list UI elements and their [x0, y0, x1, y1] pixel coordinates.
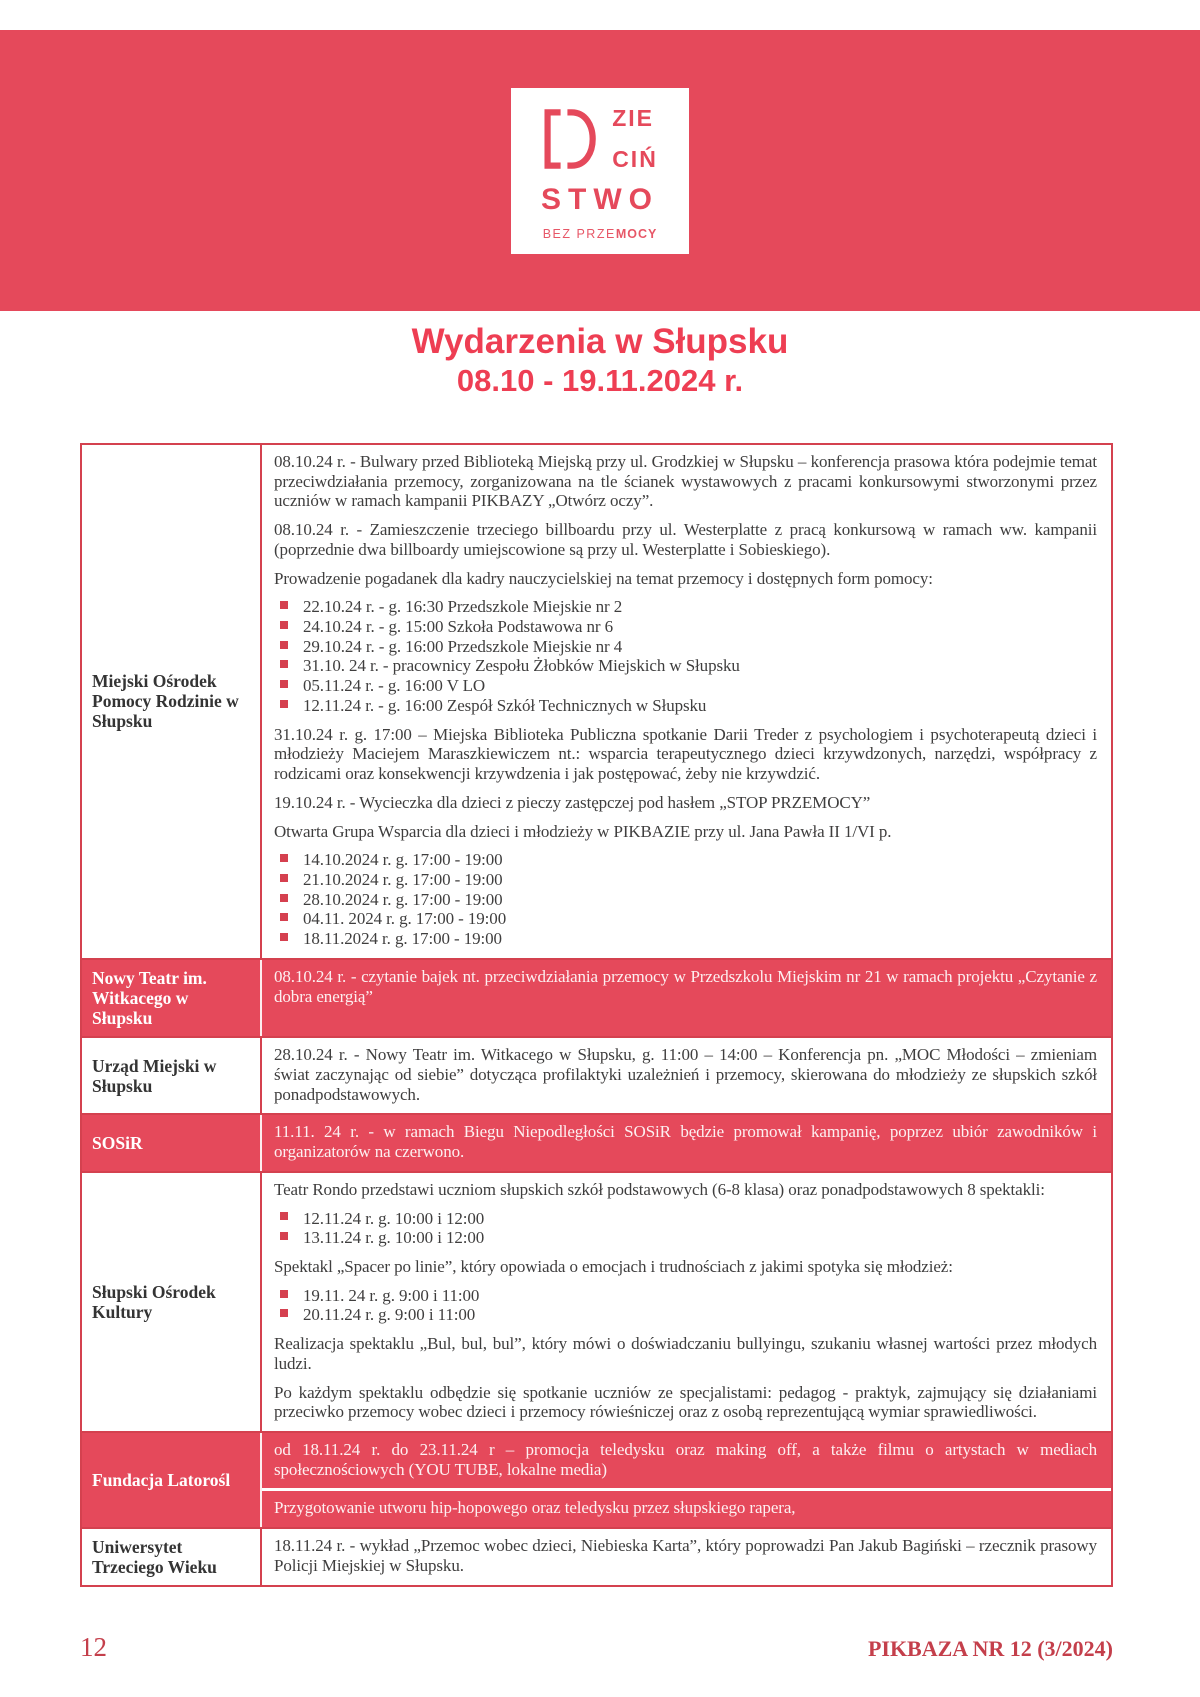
paragraph: 08.10.24 r. - czytanie bajek nt. przeciwdziałania przemocy w Przedszkolu Miejskim nr 21 w ramach projektu „Czytanie z dobra energią”	[274, 966, 1097, 1006]
org-cell	[82, 1038, 262, 1113]
bullet-text: 14.10.2024 r. g. 17:00 - 19:00	[303, 850, 503, 870]
paragraph: Spektakl „Spacer po linie”, który opowiada o emocjach i trudnościach z jakimi spotyka się młodzież:	[274, 1256, 953, 1276]
bullet-text: 05.11.24 r. - g. 16:00 V LO	[303, 676, 486, 696]
org-cell	[82, 1433, 262, 1527]
footer-issue-label: PIKBAZA NR 12 (3/2024)	[867, 1636, 1113, 1661]
paragraph: 19.10.24 r. - Wycieczka dla dzieci z pieczy zastępczej pod hasłem „STOP PRZEMOCY”	[274, 792, 871, 812]
bullet-square-icon	[280, 621, 288, 629]
content-cell	[262, 445, 1111, 958]
bullet-square-icon	[280, 700, 288, 708]
bullet-text: 28.10.2024 r. g. 17:00 - 19:00	[303, 889, 503, 909]
org-label: Uniwersytet Trzeciego Wieku	[92, 1537, 217, 1578]
table-row	[82, 1431, 1111, 1527]
bullet-text: 12.11.24 r. - g. 16:00 Zespół Szkół Technicznych w Słupsku	[303, 695, 707, 715]
org-cell	[82, 445, 262, 958]
campaign-logo	[511, 88, 689, 254]
bullet-square-icon	[280, 874, 288, 882]
list-item	[280, 909, 1097, 929]
bullet-text: 20.11.24 r. g. 9:00 i 11:00	[303, 1305, 476, 1325]
list-item	[280, 676, 1097, 696]
bullet-square-icon	[280, 933, 288, 941]
org-cell	[82, 960, 262, 1036]
org-label: Miejski Ośrodek Pomocy Rodzinie w Słupsku	[92, 671, 239, 732]
bullet-square-icon	[280, 680, 288, 688]
paragraph: 08.10.24 r. - Zamieszczenie trzeciego billboardu przy ul. Westerplatte z pracą konkursową w ramach ww. kampanii (poprzednie dwa billboardy umiejscowione są przy ul. Westerplatte i Sobieskiego).	[274, 520, 1097, 559]
paragraph: 08.10.24 r. - Bulwary przed Biblioteką Miejską przy ul. Grodzkiej w Słupsku – konferencja prasowa która podejmie temat przeciwdziałania przemocy, zorganizowana na tle ścianek wystawowych z pracami konkursowymi stworzonymi przez uczniów w ramach kampanii PIKBAZY „Otwórz oczy”.	[274, 452, 1097, 511]
org-label: SOSiR	[92, 1133, 143, 1153]
list-item	[280, 1228, 1097, 1248]
paragraph: Teatr Rondo przedstawi uczniom słupskich szkół podstawowych (6-8 klasa) oraz ponadpodstawowych 8 spektakli:	[274, 1179, 1045, 1199]
table-row	[82, 1113, 1111, 1170]
paragraph: 11.11. 24 r. - w ramach Biegu Niepodległości SOSiR będzie promował kampanię, poprzez ubiór zawodników i organizatorów na czerwono.	[274, 1122, 1097, 1162]
org-cell	[82, 1529, 262, 1585]
content-cell	[262, 1173, 1111, 1431]
bullet-text: 13.11.24 r. g. 10:00 i 12:00	[303, 1228, 485, 1248]
bullet-text: 22.10.24 r. - g. 16:30 Przedszkole Miejskie nr 2	[303, 597, 623, 617]
logo-zie: ZIE	[612, 104, 654, 131]
bullet-square-icon	[280, 601, 288, 609]
page-title-line1: Wydarzenia w Słupsku	[411, 322, 789, 361]
content-cell	[262, 1115, 1111, 1170]
table-row	[82, 958, 1111, 1036]
content-cell	[262, 1488, 1111, 1527]
list-item	[280, 1286, 1097, 1306]
row-content	[262, 1529, 1111, 1585]
content-cell	[262, 1529, 1111, 1585]
bullet-list	[274, 850, 1097, 949]
list-item	[280, 696, 1097, 716]
footer-page-number: 12	[80, 1632, 107, 1662]
header-banner	[0, 30, 1200, 311]
paragraph: Otwarta Grupa Wsparcia dla dzieci i młodzieży w PIKBAZIE przy ul. Jana Pawła II 1/VI p.	[274, 821, 892, 841]
bullet-square-icon	[280, 894, 288, 902]
table-row	[82, 1527, 1111, 1585]
list-item	[280, 890, 1097, 910]
bullet-square-icon	[280, 1212, 288, 1220]
logo-tagline-light: BEZ PRZE	[542, 226, 616, 241]
row-content	[262, 445, 1111, 958]
paragraph: Przygotowanie utworu hip-hopowego oraz teledysku przez słupskiego rapera,	[274, 1498, 796, 1518]
table-row	[82, 1171, 1111, 1431]
table-row	[82, 1036, 1111, 1113]
list-item	[280, 929, 1097, 949]
list-item	[280, 850, 1097, 870]
bullet-text: 24.10.24 r. - g. 15:00 Szkoła Podstawowa nr 6	[303, 617, 613, 637]
row-content	[262, 1038, 1111, 1113]
bullet-square-icon	[280, 1290, 288, 1298]
bullet-text: 18.11.2024 r. g. 17:00 - 19:00	[303, 929, 502, 949]
bullet-text: 12.11.24 r. g. 10:00 i 12:00	[303, 1208, 485, 1228]
paragraph: 31.10.24 r. g. 17:00 – Miejska Biblioteka Publiczna spotkanie Darii Treder z psychologiem i psychoterapeutą dzieci i młodzieży Maciejem Maraszkiewiczem nt.: wsparcia terapeutycznego dzieci krzywdzonych, narzędzi, współpracy z rodzicami oraz konsekwencji krzywdzenia i jak postępować, żeby nie krzywdzić.	[274, 724, 1097, 784]
page-footer	[80, 1632, 1113, 1663]
row-content	[262, 960, 1111, 1036]
paragraph: od 18.11.24 r. do 23.11.24 r – promocja teledysku oraz making off, a także filmu o artystach w mediach społecznościowych (YOU TUBE, lokalne media)	[274, 1439, 1097, 1479]
row-content	[262, 1433, 1111, 1527]
content-cell	[262, 1038, 1111, 1113]
org-cell	[82, 1173, 262, 1431]
bullet-text: 04.11. 2024 r. g. 17:00 - 19:00	[303, 909, 507, 929]
paragraph: 18.11.24 r. - wykład „Przemoc wobec dzieci, Niebieska Karta”, który poprowadzi Pan Jakub Bagiński – rzecznik prasowy Policji Miejskiej w Słupsku.	[274, 1536, 1097, 1575]
bullet-square-icon	[280, 854, 288, 862]
bullet-square-icon	[280, 913, 288, 921]
bullet-list	[274, 597, 1097, 715]
events-table	[80, 443, 1113, 1587]
org-label: Nowy Teatr im. Witkacego w Słupsku	[92, 967, 207, 1029]
org-label: Słupski Ośrodek Kultury	[92, 1281, 216, 1322]
list-item	[280, 1209, 1097, 1229]
bullet-square-icon	[280, 641, 288, 649]
logo-tagline	[543, 227, 658, 241]
page-title-line2: 08.10 - 19.11.2024 r.	[456, 362, 744, 398]
list-item	[280, 1305, 1097, 1325]
paragraph: Prowadzenie pogadanek dla kadry nauczycielskiej na temat przemocy i dostępnych form pomocy:	[274, 568, 933, 588]
logo-cin: CIŃ	[612, 145, 658, 172]
bullet-text: 21.10.2024 r. g. 17:00 - 19:00	[303, 869, 503, 889]
bullet-list	[274, 1209, 1097, 1248]
bullet-text: 29.10.24 r. - g. 16:00 Przedszkole Miejskie nr 4	[303, 636, 623, 656]
list-item	[280, 637, 1097, 657]
logo-zie-cin	[612, 104, 658, 172]
content-cell	[262, 960, 1111, 1036]
logo-tagline-bold: MOCY	[615, 226, 658, 241]
bullet-list	[274, 1286, 1097, 1325]
bullet-square-icon	[280, 1232, 288, 1240]
row-content	[262, 1173, 1111, 1431]
logo-stwo: STWO	[541, 182, 659, 216]
list-item	[280, 597, 1097, 617]
bullet-square-icon	[280, 1309, 288, 1317]
row-content	[262, 1115, 1111, 1170]
bullet-text: 19.11. 24 r. g. 9:00 i 11:00	[303, 1285, 480, 1305]
paragraph: 28.10.24 r. - Nowy Teatr im. Witkacego w Słupsku, g. 11:00 – 14:00 – Konferencja pn. „MOC Młodości – zmieniam świat zaczynając od siebie” dotycząca profilaktyki uzależnień i przemocy, skierowana do młodzieży ze słupskich szkół ponadpodstawowych.	[274, 1045, 1097, 1104]
logo-top-row	[542, 101, 658, 177]
page-title	[0, 322, 1200, 399]
stencil-d-icon	[542, 101, 604, 177]
list-item	[280, 870, 1097, 890]
list-item	[280, 656, 1097, 676]
bullet-square-icon	[280, 660, 288, 668]
bullet-text: 31.10. 24 r. - pracownicy Zespołu Żłobków Miejskich w Słupsku	[303, 656, 740, 676]
paragraph: Realizacja spektaklu „Bul, bul, bul”, który mówi o doświadczaniu bullyingu, szukaniu własnej wartości przez młodych ludzi.	[274, 1334, 1097, 1373]
org-label: Urząd Miejski w Słupsku	[92, 1055, 217, 1096]
org-cell	[82, 1115, 262, 1170]
content-cell	[262, 1433, 1111, 1488]
paragraph: Po każdym spektaklu odbędzie się spotkanie uczniów ze specjalistami: pedagog - praktyk, zajmujący się działaniami przeciwko przemocy wobec dzieci i przemocy rówieśniczej oraz z osobą reprezentującą wymiar sprawiedliwości.	[274, 1382, 1097, 1422]
table-row	[82, 445, 1111, 958]
org-label: Fundacja Latorośl	[92, 1469, 231, 1490]
list-item	[280, 617, 1097, 637]
